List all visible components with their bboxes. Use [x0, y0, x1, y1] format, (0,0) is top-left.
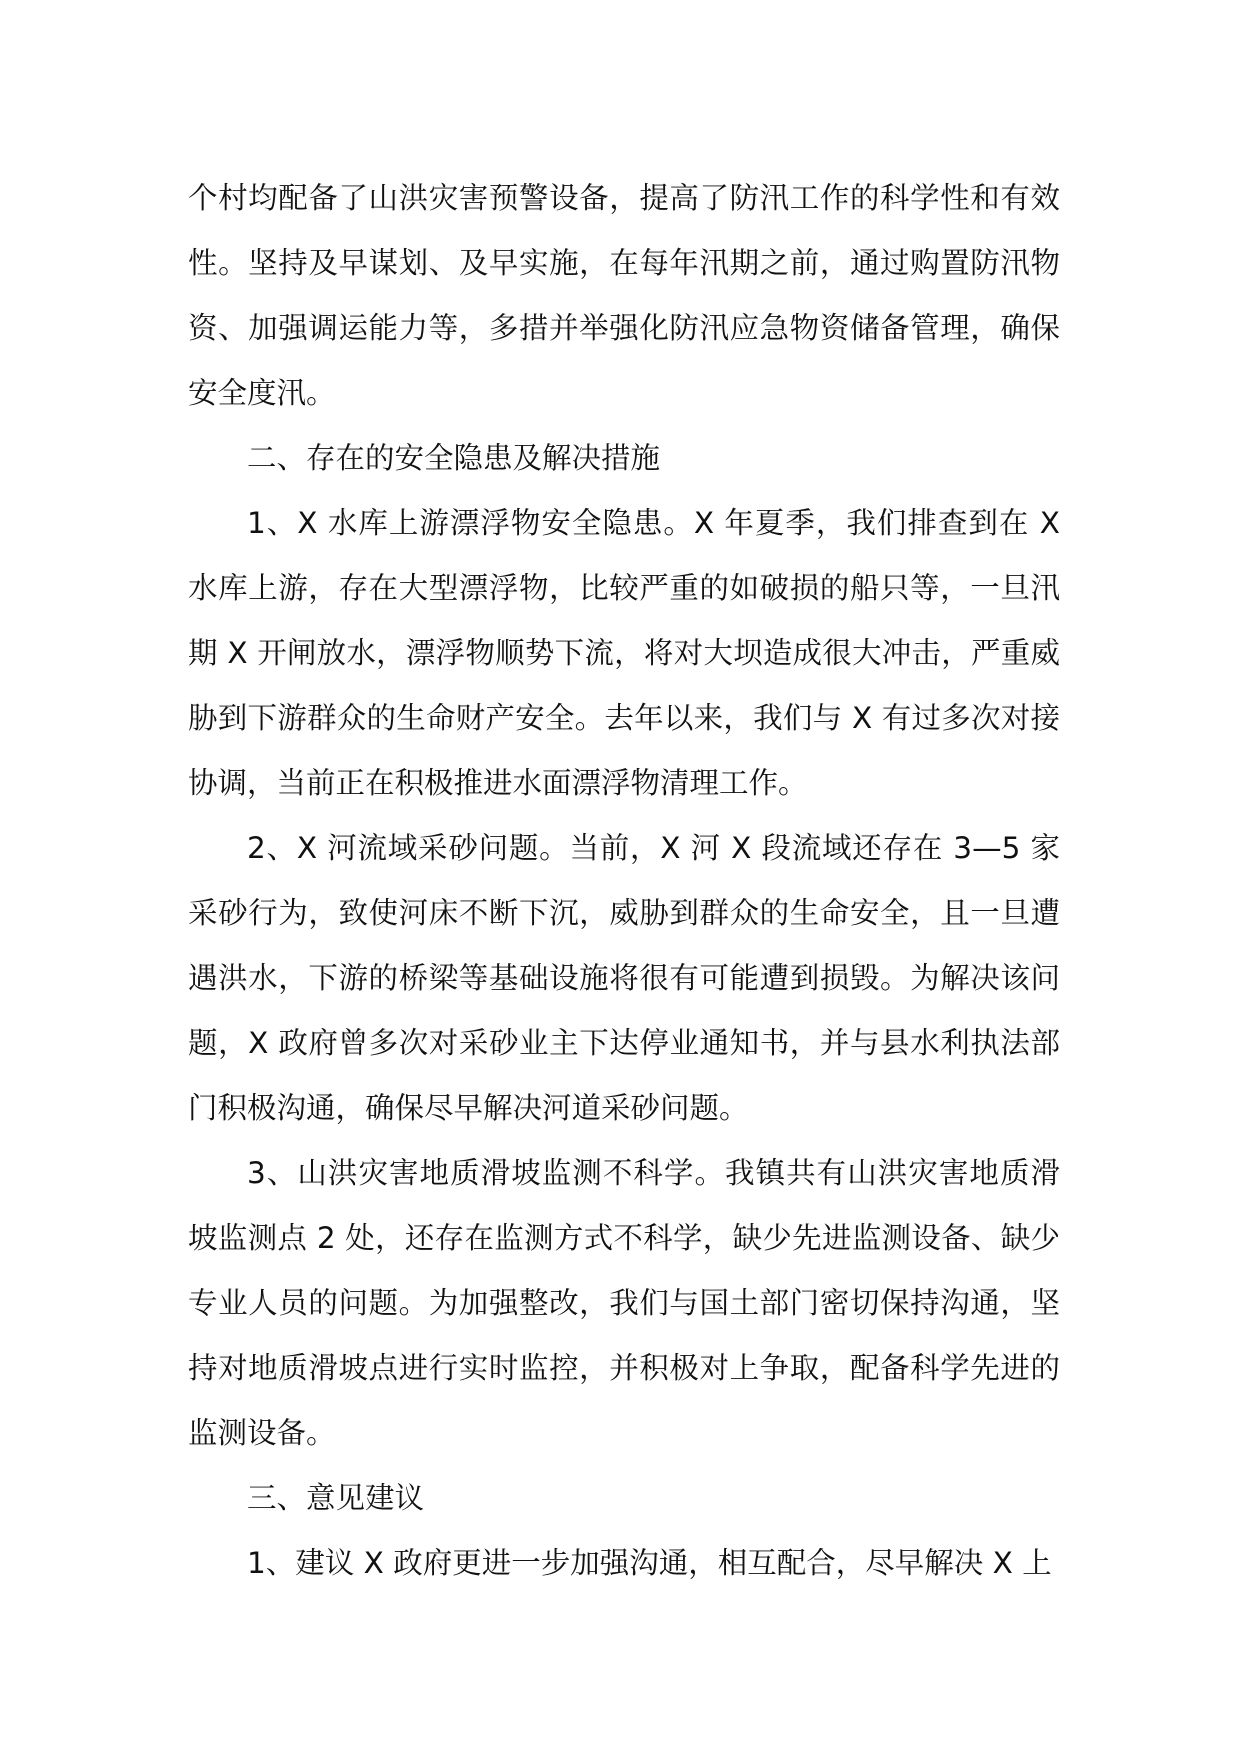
paragraph-landslide-monitoring: 3、山洪灾害地质滑坡监测不科学。我镇共有山洪灾害地质滑坡监测点 2 处，还存在监测方式不科学，缺少先进监测设备、缺少专业人员的问题。为加强整改，我们与国土部门密切保持沟通，坚持对地质滑坡点进行实时监控，并积极对上争取，配备科学先进的监测设备。: [188, 1156, 1060, 1450]
document-body: [188, 166, 1060, 1596]
paragraph-reservoir-debris: 1、X 水库上游漂浮物安全隐患。X 年夏季，我们排查到在 X 水库上游，存在大型漂浮物，比较严重的如破损的船只等，一旦汛期 X 开闸放水，漂浮物顺势下流，将对大坝造成很大冲击，严重威胁到下游群众的生命财产安全。去年以来，我们与 X 有过多次对接协调，当前正在积极推进水面漂浮物清理工作。: [188, 506, 1060, 800]
paragraph-sand-mining: 2、X 河流域采砂问题。当前，X 河 X 段流域还存在 3—5 家采砂行为，致使河床不断下沉，威胁到群众的生命安全，且一旦遭遇洪水，下游的桥梁等基础设施将很有可能遭到损毁。为解决该问题，X 政府曾多次对采砂业主下达停业通知书，并与县水利执法部门积极沟通，确保尽早解决河道采砂问题。: [188, 831, 1060, 1125]
paragraph-suggestion-1: 1、建议 X 政府更进一步加强沟通，相互配合，尽早解决 X 上: [247, 1546, 1052, 1580]
section-heading-suggestions: 三、意见建议: [247, 1481, 425, 1515]
section-heading-problems: 二、存在的安全隐患及解决措施: [247, 441, 661, 475]
paragraph-continuation: 个村均配备了山洪灾害预警设备，提高了防汛工作的科学性和有效性。坚持及早谋划、及早实施，在每年汛期之前，通过购置防汛物资、加强调运能力等，多措并举强化防汛应急物资储备管理，确保安全度汛。: [188, 181, 1060, 410]
